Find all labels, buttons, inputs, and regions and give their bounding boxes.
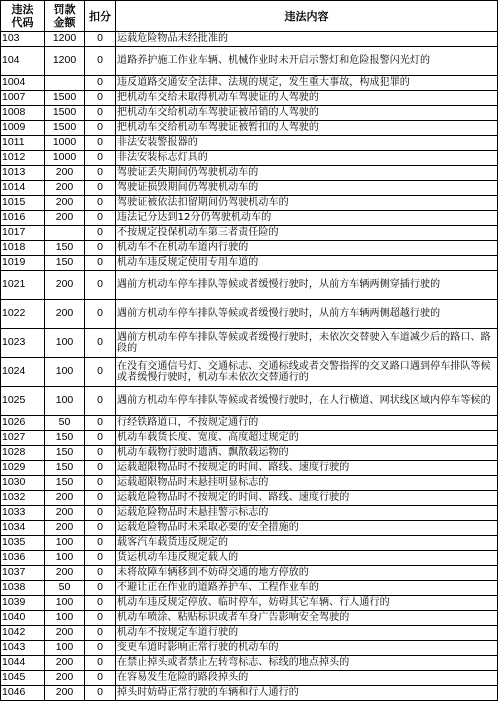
- points-cell: 0: [85, 106, 116, 121]
- points-cell: 0: [85, 300, 116, 329]
- header-fine: 罚款 金额: [45, 1, 85, 32]
- code-cell: 1018: [1, 241, 45, 256]
- fine-cell: [45, 226, 85, 241]
- points-cell: 0: [85, 166, 116, 181]
- content-cell: 违法记分达到12分仍驾驶机动车的: [116, 211, 498, 226]
- points-cell: 0: [85, 181, 116, 196]
- code-cell: 1013: [1, 166, 45, 181]
- code-cell: 1044: [1, 656, 45, 671]
- points-cell: 0: [85, 671, 116, 686]
- fine-cell: 100: [45, 596, 85, 611]
- table-row: [1, 47, 498, 76]
- fine-cell: 200: [45, 506, 85, 521]
- table-row: [1, 121, 498, 136]
- table-row: [1, 536, 498, 551]
- content-cell: 载客汽车载货违反规定的: [116, 536, 498, 551]
- content-cell: 变更车道时影响正常行驶的机动车的: [116, 641, 498, 656]
- content-cell: 把机动车交给机动车驾驶证被吊销的人驾驶的: [116, 106, 498, 121]
- code-cell: 1042: [1, 626, 45, 641]
- content-cell: 运载超限物品时未悬挂明显标志的: [116, 476, 498, 491]
- fine-cell: 50: [45, 581, 85, 596]
- code-cell: 1008: [1, 106, 45, 121]
- fine-cell: 200: [45, 300, 85, 329]
- code-cell: 1025: [1, 387, 45, 416]
- table-row: [1, 596, 498, 611]
- table-row: [1, 506, 498, 521]
- points-cell: 0: [85, 536, 116, 551]
- table-row: [1, 521, 498, 536]
- points-cell: 0: [85, 271, 116, 300]
- content-cell: 机动车载物行驶时遗洒、飘散载运物的: [116, 446, 498, 461]
- fine-cell: 100: [45, 358, 85, 387]
- points-cell: 0: [85, 566, 116, 581]
- code-cell: 1033: [1, 506, 45, 521]
- points-cell: 0: [85, 506, 116, 521]
- code-cell: 1034: [1, 521, 45, 536]
- points-cell: 0: [85, 476, 116, 491]
- table-row: [1, 641, 498, 656]
- content-cell: 在禁止掉头或者禁止左转弯标志、标线的地点掉头的: [116, 656, 498, 671]
- content-cell: 行经铁路道口，不按规定通行的: [116, 416, 498, 431]
- table-body: [1, 32, 498, 701]
- code-cell: 1043: [1, 641, 45, 656]
- fine-cell: 200: [45, 271, 85, 300]
- table-row: [1, 241, 498, 256]
- points-cell: 0: [85, 641, 116, 656]
- content-cell: 驾驶证损毁期间仍驾驶机动车的: [116, 181, 498, 196]
- code-cell: 1023: [1, 329, 45, 358]
- points-cell: 0: [85, 91, 116, 106]
- table-row: [1, 476, 498, 491]
- table-row: [1, 491, 498, 506]
- table-row: [1, 196, 498, 211]
- table-row: [1, 106, 498, 121]
- points-cell: 0: [85, 226, 116, 241]
- points-cell: 0: [85, 387, 116, 416]
- fine-cell: 150: [45, 431, 85, 446]
- points-cell: 0: [85, 211, 116, 226]
- fine-cell: 200: [45, 196, 85, 211]
- table-row: [1, 151, 498, 166]
- content-cell: 未将故障车辆移到不妨碍交通的地方停放的: [116, 566, 498, 581]
- fine-cell: 100: [45, 387, 85, 416]
- code-cell: 1011: [1, 136, 45, 151]
- fine-cell: 1000: [45, 151, 85, 166]
- table-row: [1, 446, 498, 461]
- content-cell: 机动车违反规定停放、临时停车，妨碍其它车辆、行人通行的: [116, 596, 498, 611]
- fine-cell: 200: [45, 491, 85, 506]
- fine-cell: 200: [45, 686, 85, 701]
- table-row: [1, 181, 498, 196]
- fine-cell: 150: [45, 461, 85, 476]
- content-cell: 机动车载货长度、宽度、高度超过规定的: [116, 431, 498, 446]
- content-cell: 在没有交通信号灯、交通标志、交通标线或者交警指挥的交叉路口遇到停车排队等候或者缓慢行驶时，机动车未依次交替通行的: [116, 358, 498, 387]
- fine-cell: 200: [45, 521, 85, 536]
- code-cell: 1016: [1, 211, 45, 226]
- table-row: [1, 551, 498, 566]
- content-cell: 不按规定投保机动车第三者责任险的: [116, 226, 498, 241]
- fine-cell: 1500: [45, 121, 85, 136]
- points-cell: 0: [85, 626, 116, 641]
- fine-cell: 1200: [45, 32, 85, 47]
- fine-cell: [45, 76, 85, 91]
- table-row: [1, 32, 498, 47]
- table-row: [1, 76, 498, 91]
- content-cell: 货运机动车违反规定载人的: [116, 551, 498, 566]
- content-cell: 机动车违反规定使用专用车道的: [116, 256, 498, 271]
- content-cell: 遇前方机动车停车排队等候或者缓慢行驶时，在人行横道、网状线区域内停车等候的: [116, 387, 498, 416]
- code-cell: 1007: [1, 91, 45, 106]
- table-header-row: [1, 1, 498, 32]
- code-cell: 1004: [1, 76, 45, 91]
- table-row: [1, 461, 498, 476]
- content-cell: 掉头时妨碍正常行驶的车辆和行人通行的: [116, 686, 498, 701]
- code-cell: 1028: [1, 446, 45, 461]
- points-cell: 0: [85, 431, 116, 446]
- code-cell: 1022: [1, 300, 45, 329]
- content-cell: 非法安装标志灯具的: [116, 151, 498, 166]
- table-row: [1, 358, 498, 387]
- table-row: [1, 300, 498, 329]
- code-cell: 1032: [1, 491, 45, 506]
- fine-cell: 50: [45, 416, 85, 431]
- code-cell: 1046: [1, 686, 45, 701]
- table-row: [1, 226, 498, 241]
- code-cell: 1012: [1, 151, 45, 166]
- fine-cell: 100: [45, 641, 85, 656]
- table-row: [1, 581, 498, 596]
- points-cell: 0: [85, 358, 116, 387]
- code-cell: 1021: [1, 271, 45, 300]
- code-cell: 1019: [1, 256, 45, 271]
- points-cell: 0: [85, 32, 116, 47]
- points-cell: 0: [85, 686, 116, 701]
- points-cell: 0: [85, 581, 116, 596]
- code-cell: 1039: [1, 596, 45, 611]
- points-cell: 0: [85, 551, 116, 566]
- table-row: [1, 611, 498, 626]
- points-cell: 0: [85, 491, 116, 506]
- content-cell: 遇前方机动车停车排队等候或者缓慢行驶时，从前方车辆两侧超越行驶的: [116, 300, 498, 329]
- table-row: [1, 256, 498, 271]
- fine-cell: 150: [45, 241, 85, 256]
- content-cell: 驾驶证丢失期间仍驾驶机动车的: [116, 166, 498, 181]
- fine-cell: 100: [45, 536, 85, 551]
- table-row: [1, 329, 498, 358]
- content-cell: 不避让正在作业的道路养护车、工程作业车的: [116, 581, 498, 596]
- table-row: [1, 626, 498, 641]
- points-cell: 0: [85, 121, 116, 136]
- fine-cell: 1000: [45, 136, 85, 151]
- content-cell: 运载危险物品时未采取必要的安全措施的: [116, 521, 498, 536]
- content-cell: 非法安装警报器的: [116, 136, 498, 151]
- code-cell: 1009: [1, 121, 45, 136]
- code-cell: 1037: [1, 566, 45, 581]
- content-cell: 在容易发生危险的路段掉头的: [116, 671, 498, 686]
- fine-cell: 200: [45, 626, 85, 641]
- code-cell: 1036: [1, 551, 45, 566]
- code-cell: 1045: [1, 671, 45, 686]
- fine-cell: 150: [45, 446, 85, 461]
- content-cell: 机动车不按规定车道行驶的: [116, 626, 498, 641]
- code-cell: 1014: [1, 181, 45, 196]
- code-cell: 1030: [1, 476, 45, 491]
- points-cell: 0: [85, 47, 116, 76]
- content-cell: 驾驶证被依法扣留期间仍驾驶机动车的: [116, 196, 498, 211]
- content-cell: 运载危险物品时不按规定的时间、路线、速度行驶的: [116, 491, 498, 506]
- points-cell: 0: [85, 461, 116, 476]
- table-row: [1, 431, 498, 446]
- table-row: [1, 566, 498, 581]
- points-cell: 0: [85, 136, 116, 151]
- table-row: [1, 387, 498, 416]
- points-cell: 0: [85, 416, 116, 431]
- header-code: 违法 代码: [1, 1, 45, 32]
- content-cell: 违反道路交通安全法律、法规的规定，发生重大事故，构成犯罪的: [116, 76, 498, 91]
- table-row: [1, 211, 498, 226]
- header-content: 违法内容: [116, 1, 498, 32]
- content-cell: 道路养护施工作业车辆、机械作业时未开启示警灯和危险报警闪光灯的: [116, 47, 498, 76]
- fine-cell: 100: [45, 329, 85, 358]
- points-cell: 0: [85, 329, 116, 358]
- points-cell: 0: [85, 611, 116, 626]
- table-row: [1, 671, 498, 686]
- points-cell: 0: [85, 596, 116, 611]
- content-cell: 遇前方机动车停车排队等候或者缓慢行驶时，从前方车辆两侧穿插行驶的: [116, 271, 498, 300]
- fine-cell: 1500: [45, 106, 85, 121]
- code-cell: 1038: [1, 581, 45, 596]
- code-cell: 1015: [1, 196, 45, 211]
- table-row: [1, 136, 498, 151]
- content-cell: 把机动车交给机动车驾驶证被暂扣的人驾驶的: [116, 121, 498, 136]
- fine-cell: 200: [45, 566, 85, 581]
- code-cell: 103: [1, 32, 45, 47]
- fine-cell: 100: [45, 551, 85, 566]
- code-cell: 1027: [1, 431, 45, 446]
- content-cell: 运载危险物品时未悬挂警示标志的: [116, 506, 498, 521]
- table-row: [1, 656, 498, 671]
- fine-cell: 200: [45, 181, 85, 196]
- header-points: 扣分: [85, 1, 116, 32]
- code-cell: 1024: [1, 358, 45, 387]
- code-cell: 1035: [1, 536, 45, 551]
- content-cell: 机动车不在机动车道内行驶的: [116, 241, 498, 256]
- points-cell: 0: [85, 446, 116, 461]
- table-row: [1, 271, 498, 300]
- content-cell: 把机动车交给未取得机动车驾驶证的人驾驶的: [116, 91, 498, 106]
- code-cell: 1026: [1, 416, 45, 431]
- code-cell: 104: [1, 47, 45, 76]
- code-cell: 1029: [1, 461, 45, 476]
- points-cell: 0: [85, 256, 116, 271]
- fine-cell: 100: [45, 611, 85, 626]
- table-row: [1, 686, 498, 701]
- content-cell: 遇前方机动车停车排队等候或者缓慢行驶时，未依次交替驶入车道减少后的路口、路段的: [116, 329, 498, 358]
- fine-cell: 200: [45, 211, 85, 226]
- fine-cell: 200: [45, 166, 85, 181]
- fine-cell: 150: [45, 476, 85, 491]
- points-cell: 0: [85, 656, 116, 671]
- content-cell: 机动车喷涂、粘贴标识或者车身广告影响安全驾驶的: [116, 611, 498, 626]
- code-cell: 1017: [1, 226, 45, 241]
- points-cell: 0: [85, 241, 116, 256]
- table-row: [1, 166, 498, 181]
- fine-cell: 150: [45, 256, 85, 271]
- table-row: [1, 416, 498, 431]
- content-cell: 运载危险物品未经批准的: [116, 32, 498, 47]
- fine-cell: 200: [45, 656, 85, 671]
- fine-cell: 1200: [45, 47, 85, 76]
- content-cell: 运载超限物品时不按规定的时间、路线、速度行驶的: [116, 461, 498, 476]
- fine-cell: 200: [45, 671, 85, 686]
- table-row: [1, 91, 498, 106]
- points-cell: 0: [85, 76, 116, 91]
- fine-cell: 1500: [45, 91, 85, 106]
- points-cell: 0: [85, 151, 116, 166]
- code-cell: 1040: [1, 611, 45, 626]
- points-cell: 0: [85, 521, 116, 536]
- points-cell: 0: [85, 196, 116, 211]
